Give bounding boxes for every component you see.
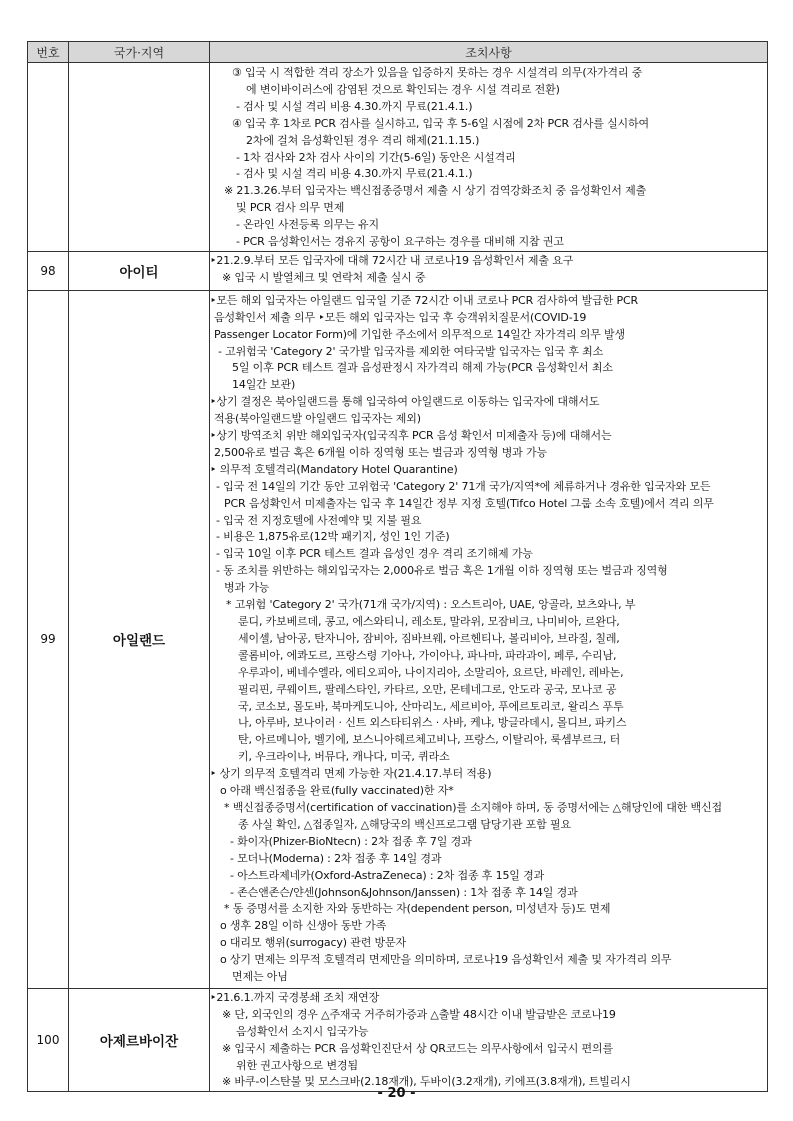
measure-line: Passenger Locator Form)에 기입한 주소에서 의무적으로 14일간 자가격리 의무 발생 (214, 327, 625, 341)
measure-line: 음성확인서 소지시 입국가능 (236, 1024, 369, 1038)
measure-line: ‣21.6.1.까지 국경봉쇄 조치 재연장 (210, 990, 380, 1004)
page-number: - 20 - (377, 1086, 416, 1101)
measure-line: 적용(북아일랜드발 아일랜드 입국자는 제외) (214, 412, 421, 426)
measure-line: - 비용은 1,875유로(12박 패키지, 성인 1인 기준) (216, 530, 450, 544)
measure-line: - 1차 검사와 2차 검사 사이의 기간(5-6일) 동안은 시설격리 (236, 150, 516, 164)
measure-line: - 모더나(Moderna) : 2차 접종 후 14일 경과 (230, 851, 442, 865)
measure-line: ‣21.2.9.부터 모든 입국자에 대해 72시간 내 코로나19 음성확인서 제출 요구 (210, 253, 574, 267)
measure-line: ④ 입국 후 1차로 PCR 검사를 실시하고, 입국 후 5-6일 시점에 2차 PCR 검사를 실시하여 (232, 116, 649, 130)
measure-line: ‣ 상기 의무적 호텔격리 면제 가능한 자(21.4.17.부터 적용) (210, 767, 492, 781)
header-country: 국가·지역 (69, 42, 210, 63)
measure-line: * 동 증명서를 소지한 자와 동반하는 자(dependent person, 미성년자 등)도 면제 (224, 902, 611, 916)
measure-line: 나, 아루바, 보나이러 · 신트 외스타티위스 · 사바, 케냐, 방글라데시, 몰디브, 파키스 (238, 716, 627, 730)
header-number: 번호 (28, 42, 69, 63)
measure-line: ※ 입국시 제출하는 PCR 음성확인진단서 상 QR코드는 의무사항에서 입국시 편의를 (222, 1041, 613, 1055)
measure-line: 키, 우크라이나, 버뮤다, 캐나다, 미국, 퀴라소 (238, 750, 450, 764)
row-country: 아제르바이잔 (69, 988, 210, 1091)
measure-line: * 고위험 'Category 2' 국가(71개 국가/지역) : 오스트리아, UAE, 앙골라, 보츠와나, 부 (226, 598, 636, 612)
table-row (28, 988, 768, 1091)
row-country (69, 63, 210, 252)
measure-line: 콜롬비아, 에콰도르, 프랑스령 기아나, 가이아나, 파나마, 파라과이, 페루, 수리남, (238, 648, 617, 662)
measure-line: - 입국 전 14일의 기간 동안 고위험국 'Category 2' 71개 국가/지역*에 체류하거나 경유한 입국자와 모든 (216, 479, 711, 493)
measure-line: 종 사실 확인, △접종일자, △해당국의 백신프로그램 담당기관 포함 필요 (238, 817, 571, 831)
measure-line: - 동 조치를 위반하는 해외입국자는 2,000유로 벌금 혹은 1개월 이하 징역형 또는 벌금과 징역형 (216, 564, 668, 578)
measure-line: 우루과이, 베네수엘라, 에티오피아, 나이지리아, 소말리아, 요르단, 바레인, 레바논, (238, 665, 624, 679)
measure-line: ‣상기 방역조치 위반 해외입국자(입국직후 PCR 음성 확인서 미제출자 등)에 대해서는 (210, 429, 612, 443)
measure-line: - 입국 10일 이후 PCR 테스트 결과 음성인 경우 격리 조기해제 가능 (216, 547, 533, 561)
measure-line: ※ 21.3.26.부터 입국자는 백신접종증명서 제출 시 상기 검역강화조치 중 음성확인서 제출 (224, 184, 647, 198)
measure-line: 5일 이후 PCR 테스트 결과 음성판정시 자가격리 해제 가능(PCR 음성확인서 최소 (232, 361, 613, 375)
measure-line: PCR 음성확인서 미제출자는 입국 후 14일간 정부 지정 호텔(Tifco Hotel 그룹 소속 호텔)에서 격리 의무 (224, 496, 714, 510)
measure-line: - 화이자(Phizer-BioNtecn) : 2차 접종 후 7일 경과 (230, 834, 472, 848)
measure-line: - 존슨앤존슨/얀센(Johnson&Johnson/Janssen) : 1차 접종 후 14일 경과 (230, 885, 578, 899)
measure-line: 14일간 보관) (232, 378, 296, 392)
measure-line: - PCR 음성확인서는 경유지 공항이 요구하는 경우를 대비해 지참 권고 (236, 235, 564, 249)
row-country: 아이티 (69, 251, 210, 290)
measure-line: ③ 입국 시 적합한 격리 장소가 있음을 입증하지 못하는 경우 시설격리 의무(자가격리 중 (232, 66, 643, 79)
measure-line: 필리핀, 쿠웨이트, 팔레스타인, 카타르, 오만, 몬테네그로, 안도라 공국, 모나코 공 (238, 682, 617, 696)
table-header-row (28, 42, 768, 63)
measure-line: ‣상기 결정은 북아일랜드를 통해 입국하여 아일랜드로 이동하는 입국자에 대해서도 (210, 395, 600, 409)
header-measures: 조치사항 (210, 42, 768, 63)
measure-line: * 백신접종증명서(certification of vaccination)를 소지해야 하며, 동 증명서에는 △해당인에 대한 백신접 (224, 800, 722, 814)
measure-line: o 아래 백신접종을 완료(fully vaccinated)한 자* (220, 784, 454, 798)
measure-line: 에 변이바이러스에 감염된 것으로 확인되는 경우 시설 격리로 전환) (246, 82, 560, 96)
measure-line: 세이셸, 남아공, 탄자니아, 잠비아, 짐바브웨, 아르헨티나, 볼리비아, 브라질, 칠레, (238, 631, 620, 645)
table-row (28, 251, 768, 290)
measure-line: - 아스트라제네카(Oxford-AstraZeneca) : 2차 접종 후 15일 경과 (230, 868, 545, 882)
measures-table (27, 41, 768, 1092)
measure-line: 면제는 아님 (232, 970, 288, 984)
measure-line: ※ 입국 시 발열체크 및 연락처 제출 실시 중 (222, 270, 426, 284)
table-row (28, 63, 768, 252)
measure-line: - 온라인 사전등록 의무는 유지 (236, 218, 379, 232)
measure-line: o 대리모 행위(surrogacy) 관련 방문자 (220, 936, 406, 950)
row-number: 99 (28, 290, 69, 988)
measure-line: 탄, 아르메니아, 벨기에, 보스니아헤르체고비나, 프랑스, 이탈리아, 룩셈부르크, 터 (238, 733, 621, 747)
measure-line: 병과 가능 (224, 581, 270, 595)
row-measures (210, 988, 768, 1091)
measure-line: 국, 코소보, 몰도바, 북마케도니아, 산마리노, 세르비아, 푸에르토리코, 왈리스 푸투 (238, 699, 624, 713)
measure-line: - 검사 및 시설 격리 비용 4.30.까지 무료(21.4.1.) (236, 99, 473, 113)
measure-line: ※ 바쿠-이스탄불 및 모스크바(2.18재개), 두바이(3.2재개), 키에프(3.8재개), 트빌리시 (222, 1075, 631, 1089)
row-measures (210, 290, 768, 988)
measure-line: 룬디, 카보베르데, 콩고, 에스와티니, 레소토, 말라위, 모잠비크, 나미비아, 르완다, (238, 615, 620, 628)
measure-line: ‣ 의무적 호텔격리(Mandatory Hotel Quarantine) (210, 462, 458, 476)
measure-line: - 검사 및 시설 격리 비용 4.30.까지 무료(21.4.1.) (236, 167, 473, 181)
measure-line: - 고위험국 'Category 2' 국가발 입국자를 제외한 여타국발 입국자는 입국 후 최소 (218, 344, 604, 358)
measure-line: ※ 단, 외국인의 경우 △주재국 거주허가증과 △출발 48시간 이내 발급받은 코로나19 (222, 1007, 616, 1021)
row-measures (210, 251, 768, 290)
measure-line: - 입국 전 지정호텔에 사전예약 및 지불 필요 (216, 513, 422, 527)
measure-line: o 생후 28일 이하 신생아 동반 가족 (220, 919, 387, 933)
measure-line: o 상기 면제는 의무적 호텔격리 면제만을 의미하며, 코로나19 음성확인서 제출 및 자가격리 의무 (220, 953, 672, 967)
measure-line: ‣모든 해외 입국자는 아일랜드 입국일 기준 72시간 이내 코로나 PCR 검사하여 발급한 PCR (210, 293, 638, 307)
measure-line: 음성확인서 제출 의무 ‣모든 해외 입국자는 입국 후 승객위치질문서(COVID-19 (214, 310, 587, 324)
table-row (28, 290, 768, 988)
row-number: 98 (28, 251, 69, 290)
measure-line: 2,500유로 벌금 혹은 6개월 이하 징역형 또는 벌금과 징역형 병과 가능 (214, 445, 547, 459)
row-measures (210, 63, 768, 252)
measure-line: 2차에 걸쳐 음성확인된 경우 격리 해제(21.1.15.) (246, 133, 480, 147)
table-body (28, 63, 768, 1092)
measure-line: 및 PCR 검사 의무 면제 (236, 201, 345, 215)
row-number: 100 (28, 988, 69, 1091)
measure-line: 위한 권고사항으로 변경됨 (236, 1058, 358, 1072)
row-number (28, 63, 69, 252)
row-country: 아일랜드 (69, 290, 210, 988)
